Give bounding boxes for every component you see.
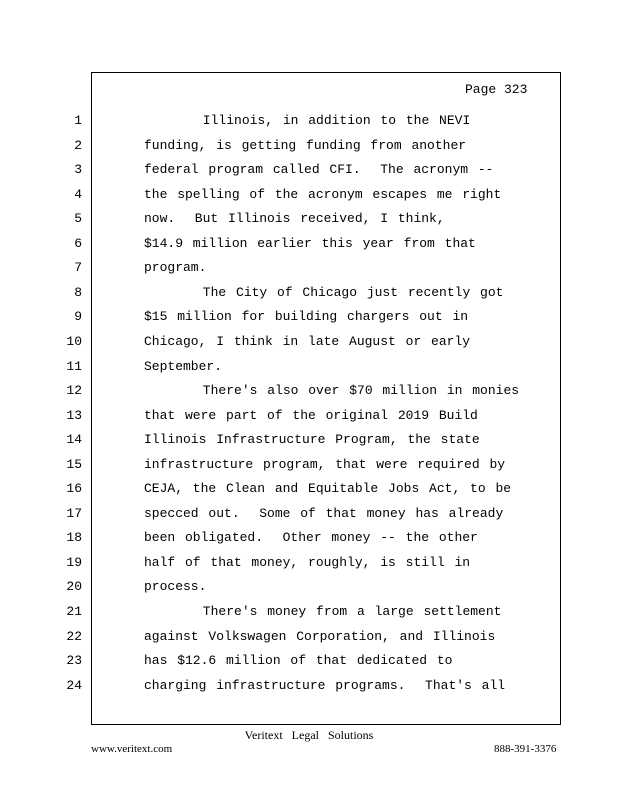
transcript-line: that were part of the original 2019 Build [144,408,478,423]
transcript-line: Illinois Infrastructure Program, the state [144,432,480,447]
line-number: 5 [74,211,82,226]
line-number: 23 [66,653,82,668]
line-number: 24 [66,678,82,693]
line-number: 22 [66,629,82,644]
transcript-line: has $12.6 million of that dedicated to [144,653,453,668]
transcript-line: program. [144,260,207,275]
transcript-line: infrastructure program, that were required by [144,457,506,472]
transcript-line: There's also over $70 million in monies [144,383,520,398]
transcript-line: the spelling of the acronym escapes me right [144,187,502,202]
line-number: 2 [74,138,82,153]
transcript-line: now. But Illinois received, I think, [144,211,445,226]
line-number: 12 [66,383,82,398]
line-number: 3 [74,162,82,177]
transcript-line: There's money from a large settlement [144,604,502,619]
line-number: 10 [66,334,82,349]
transcript-line: charging infrastructure programs. That's all [144,678,506,693]
transcript-line: The City of Chicago just recently got [144,285,504,300]
line-number: 18 [66,530,82,545]
transcript-line: against Volkswagen Corporation, and Illinois [144,629,496,644]
line-number: 20 [66,579,82,594]
line-number: 7 [74,260,82,275]
transcript-line: Chicago, I think in late August or early [144,334,471,349]
page-number: Page 323 [465,82,528,97]
line-number: 17 [66,506,82,521]
transcript-line: $14.9 million earlier this year from that [144,236,476,251]
line-number: 19 [66,555,82,570]
transcript-line: funding, is getting funding from another [144,138,467,153]
line-number: 1 [74,113,82,128]
transcript-line: federal program called CFI. The acronym -- [144,162,494,177]
transcript-line: been obligated. Other money -- the other [144,530,478,545]
line-number: 11 [66,359,82,374]
footer-phone: 888-391-3376 [494,743,557,755]
transcript-line: process. [144,579,207,594]
footer-website: www.veritext.com [91,743,173,755]
line-number: 16 [66,481,82,496]
transcript-line: $15 million for building chargers out in [144,309,469,324]
transcript-line: September. [144,359,223,374]
line-number: 13 [66,408,82,423]
line-number: 14 [66,432,82,447]
transcript-line: specced out. Some of that money has already [144,506,504,521]
footer-company-name: Veritext Legal Solutions [244,728,374,742]
line-number: 21 [66,604,82,619]
line-number: 9 [74,309,82,324]
line-number: 6 [74,236,82,251]
line-number: 15 [66,457,82,472]
line-number: 4 [74,187,82,202]
transcript-line: CEJA, the Clean and Equitable Jobs Act, to be [144,481,512,496]
line-number: 8 [74,285,82,300]
transcript-line: Illinois, in addition to the NEVI [144,113,471,128]
transcript-line: half of that money, roughly, is still in [144,555,471,570]
